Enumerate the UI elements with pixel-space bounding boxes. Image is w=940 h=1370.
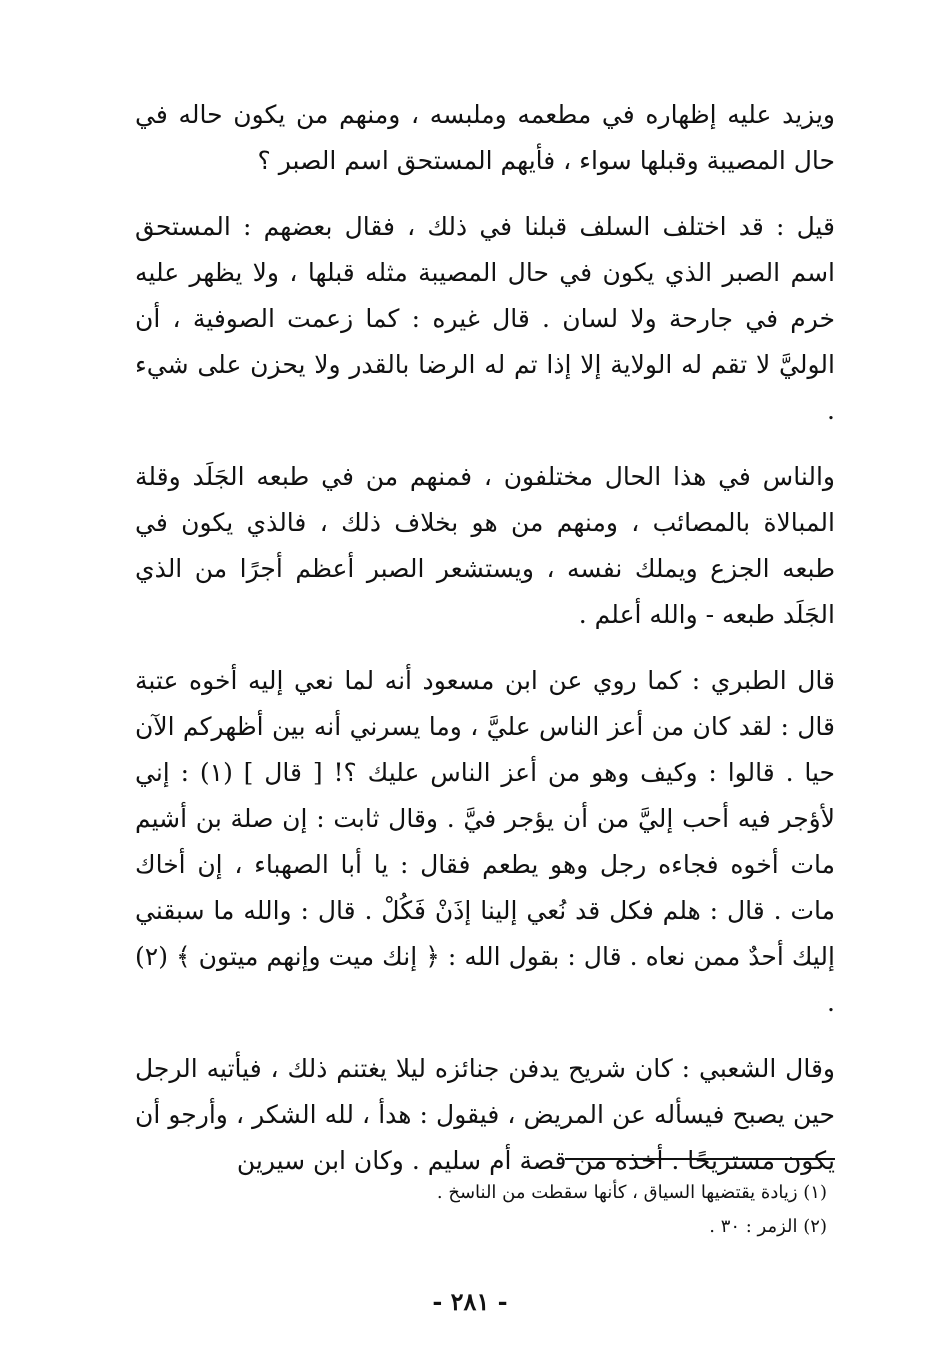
paragraph-3: والناس في هذا الحال مختلفون ، فمنهم من في طبعه الجَلَد وقلة المبالاة بالمصائب ، ومنهم من هو بخلاف ذلك ، فالذي يكون في طبعه الجزع ويملك نفسه ، ويستشعر الصبر أعظم أجرًا من الذي الجَلَد طبعه - والله أعلم . xyxy=(135,462,835,629)
paragraph-1: ويزيد عليه إظهاره في مطعمه وملبسه ، ومنهم من يكون حاله في حال المصيبة وقبلها سواء ، فأيهم المستحق اسم الصبر ؟ xyxy=(135,100,835,175)
paragraph-5: وقال الشعبي : كان شريح يدفن جنائزه ليلا يغتنم ذلك ، فيأتيه الرجل حين يصبح فيسأله عن المريض ، فيقول : هدأ ، لله الشكر ، وأرجو أن يكون مستريحًا . أخذه من قصة أم سليم . وكان ابن سيرين xyxy=(135,1054,835,1175)
footnote-1: (١) زيادة يقتضيها السياق ، كأنها سقطت من الناسخ . xyxy=(436,1182,827,1203)
paragraph-2: قيل : قد اختلف السلف قبلنا في ذلك ، فقال بعضهم : المستحق اسم الصبر الذي يكون في حال المصيبة مثله قبلها ، ولا يظهر عليه خرم في جارحة ولا لسان . قال غيره : كما زعمت الصوفية ، أن الوليَّ لا تقم له الولاية إلا إذا تم له الرضا بالقدر ولا يحزن على شيء . xyxy=(135,212,835,425)
footnotes xyxy=(135,1176,835,1244)
page-number: - ٢٨١ - xyxy=(432,1287,508,1316)
footnote-separator xyxy=(565,1158,835,1160)
page-body xyxy=(135,92,835,1184)
footnote-2: (٢) الزمر : ٣٠ . xyxy=(709,1216,827,1237)
paragraph-4: قال الطبري : كما روي عن ابن مسعود أنه لما نعي إليه أخوه عتبة قال : لقد كان من أعز الناس عليَّ ، وما يسرني أنه بين أظهركم الآن حيا . قالوا : وكيف وهو من أعز الناس عليك ؟! [ قال ] (١) : إني لأؤجر فيه أحب إليَّ من أن يؤجر فيَّ . وقال ثابت : إن صلة بن أشيم مات أخوه فجاءه رجل وهو يطعم فقال : يا أبا الصهباء ، إن أخاك مات . قال : هلم فكل قد نُعي إلينا إذَنْ فَكُلْ . قال : والله ما سبقني إليك أحدٌ ممن نعاه . قال : بقول الله : ﴿ إنك ميت وإنهم ميتون ﴾ (٢) . xyxy=(135,666,835,1017)
